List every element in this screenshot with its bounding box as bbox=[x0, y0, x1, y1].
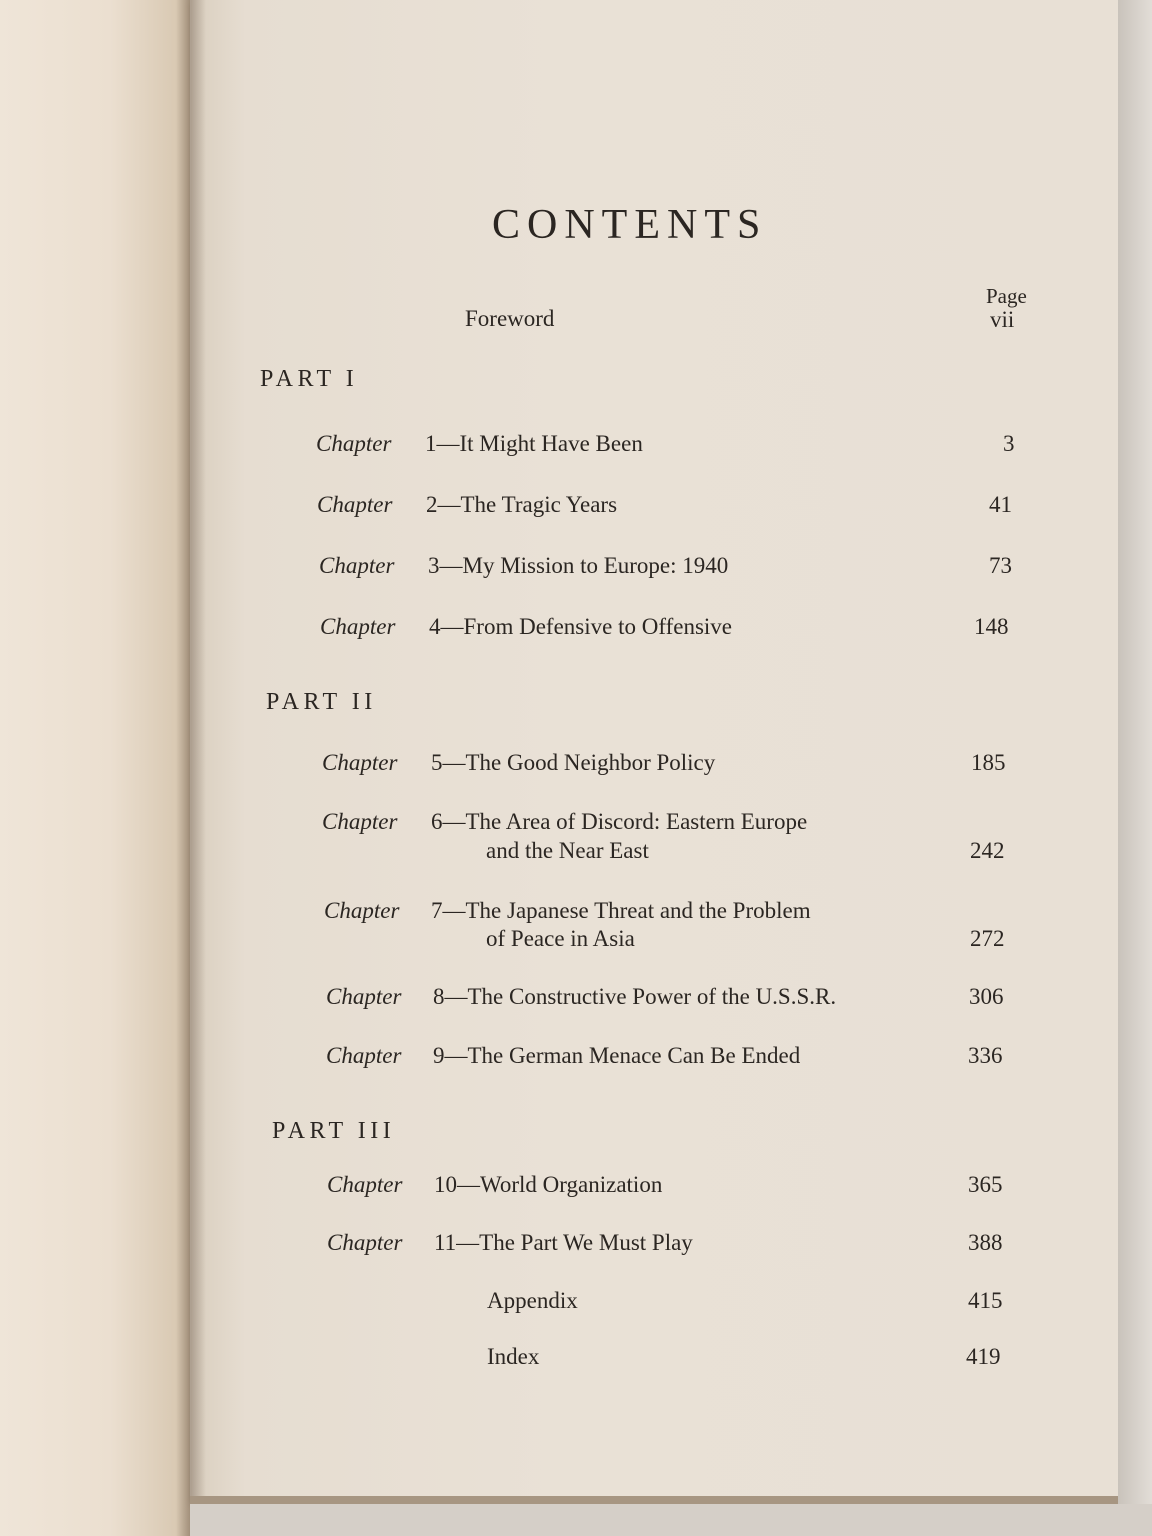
part-heading: PART III bbox=[272, 1118, 396, 1144]
chapter-title: 11—The Part We Must Play bbox=[434, 1230, 693, 1255]
chapter-title: 5—The Good Neighbor Policy bbox=[431, 750, 716, 775]
chapter-word: Chapter bbox=[324, 898, 400, 923]
book-gutter bbox=[176, 0, 206, 1536]
chapter-word: Chapter bbox=[320, 614, 396, 639]
chapter-title-continued: of Peace in Asia bbox=[486, 926, 635, 951]
chapter-title: 6—The Area of Discord: Eastern Europe bbox=[431, 809, 808, 834]
chapter-title: 7—The Japanese Threat and the Problem bbox=[431, 898, 811, 923]
chapter-word: Chapter bbox=[326, 1043, 402, 1068]
chapter-page: 306 bbox=[969, 984, 1004, 1009]
background-surface-bottom bbox=[190, 1504, 1152, 1536]
background-surface bbox=[1118, 0, 1152, 1536]
chapter-page: 242 bbox=[970, 838, 1005, 863]
chapter-word: Chapter bbox=[319, 553, 395, 578]
chapter-title: 4—From Defensive to Offensive bbox=[429, 614, 732, 639]
chapter-page: 185 bbox=[971, 750, 1006, 775]
chapter-word: Chapter bbox=[322, 750, 398, 775]
chapter-page: 3 bbox=[1003, 431, 1015, 456]
page-edge bbox=[190, 1496, 1120, 1504]
chapter-word: Chapter bbox=[322, 809, 398, 834]
page-title: CONTENTS bbox=[492, 202, 768, 248]
chapter-title: 8—The Constructive Power of the U.S.S.R. bbox=[433, 984, 837, 1009]
chapter-page: 365 bbox=[968, 1172, 1003, 1197]
left-page bbox=[0, 0, 200, 1536]
foreword-page: vii bbox=[990, 307, 1015, 332]
part-heading: PART II bbox=[266, 689, 377, 715]
foreword-label: Foreword bbox=[465, 306, 555, 331]
chapter-word: Chapter bbox=[327, 1230, 403, 1255]
chapter-word: Chapter bbox=[316, 431, 392, 456]
chapter-word: Chapter bbox=[317, 492, 393, 517]
part-heading: PART I bbox=[260, 366, 359, 392]
chapter-page: 388 bbox=[968, 1230, 1003, 1255]
chapter-page: 336 bbox=[968, 1043, 1003, 1068]
chapter-page: 41 bbox=[989, 492, 1012, 517]
chapter-word: Chapter bbox=[326, 984, 402, 1009]
chapter-title: 3—My Mission to Europe: 1940 bbox=[428, 553, 729, 578]
page-column-header: Page bbox=[986, 284, 1027, 308]
chapter-title: 1—It Might Have Been bbox=[425, 431, 643, 456]
chapter-title: 10—World Organization bbox=[434, 1172, 663, 1197]
chapter-title: 9—The German Menace Can Be Ended bbox=[433, 1043, 801, 1068]
chapter-title-continued: and the Near East bbox=[486, 838, 649, 863]
chapter-page: 73 bbox=[989, 553, 1012, 578]
index-label: Index bbox=[487, 1344, 540, 1369]
index-page: 419 bbox=[966, 1344, 1001, 1369]
chapter-page: 272 bbox=[970, 926, 1005, 951]
appendix-page: 415 bbox=[968, 1288, 1003, 1313]
chapter-title: 2—The Tragic Years bbox=[426, 492, 618, 517]
chapter-page: 148 bbox=[974, 614, 1009, 639]
appendix-label: Appendix bbox=[487, 1288, 578, 1313]
chapter-word: Chapter bbox=[327, 1172, 403, 1197]
